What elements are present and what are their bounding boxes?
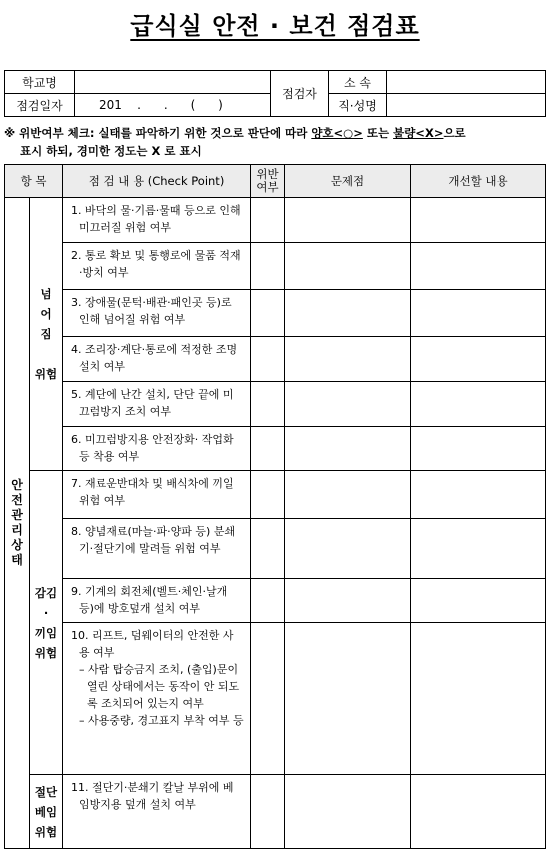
note-line-1: [4, 124, 546, 142]
school-label: 학교명: [5, 71, 75, 94]
school-field[interactable]: [75, 71, 271, 94]
group-cut-risk: 절단 베임 위험: [30, 775, 63, 849]
position-label: 직·성명: [329, 94, 387, 117]
improvement-cell-4[interactable]: [411, 337, 546, 382]
check-item-11: 11. 절단기·분쇄기 칼날 부위에 베임방지용 덮개 설치 여부: [63, 775, 251, 849]
improvement-cell-2[interactable]: [411, 243, 546, 290]
problem-cell-8[interactable]: [285, 519, 411, 579]
check-item-4: 4. 조리장·계단·통로에 적정한 조명 설치 여부: [63, 337, 251, 382]
header-problem: 문제점: [285, 165, 411, 198]
violation-cell-4[interactable]: [251, 337, 285, 382]
improvement-cell-10[interactable]: [411, 623, 546, 775]
improvement-cell-3[interactable]: [411, 290, 546, 337]
position-field[interactable]: [387, 94, 546, 117]
note-suffix: 으로: [443, 126, 466, 140]
note-or: 또는: [362, 126, 394, 140]
problem-cell-7[interactable]: [285, 471, 411, 519]
improvement-cell-11[interactable]: [411, 775, 546, 849]
check-item-9: 9. 기계의 회전체(벨트·체인·날개 등)에 방호덮개 설치 여부: [63, 579, 251, 623]
improvement-cell-9[interactable]: [411, 579, 546, 623]
good-mark: 양호<○>: [311, 126, 363, 140]
check-item-1: 1. 바닥의 물·기름·물때 등으로 인해 미끄러질 위험 여부: [63, 198, 251, 243]
affiliation-field[interactable]: [387, 71, 546, 94]
check-item-10-detail-2: – 사용중량, 경고표지 부착 여부 등: [79, 714, 244, 727]
violation-cell-9[interactable]: [251, 579, 285, 623]
problem-cell-6[interactable]: [285, 427, 411, 471]
problem-cell-2[interactable]: [285, 243, 411, 290]
check-item-8: 8. 양념재료(마늘·파·양파 등) 분쇄기·절단기에 말려들 위험 여부: [63, 519, 251, 579]
violation-cell-5[interactable]: [251, 382, 285, 427]
violation-cell-2[interactable]: [251, 243, 285, 290]
date-field[interactable]: 201 . . ( ): [75, 94, 271, 117]
checklist-table: [4, 164, 546, 849]
violation-cell-3[interactable]: [251, 290, 285, 337]
group-slip-risk: 넘 어 짐 위험: [30, 198, 63, 471]
violation-cell-10[interactable]: [251, 623, 285, 775]
page-title: 급식실 안전 · 보건 점검표: [130, 12, 420, 40]
header-violation: 위반 여부: [251, 165, 285, 198]
header-item: 항 목: [5, 165, 63, 198]
problem-cell-1[interactable]: [285, 198, 411, 243]
check-item-7: 7. 재료운반대차 및 배식차에 끼일 위험 여부: [63, 471, 251, 519]
improvement-cell-7[interactable]: [411, 471, 546, 519]
violation-cell-1[interactable]: [251, 198, 285, 243]
improvement-cell-1[interactable]: [411, 198, 546, 243]
problem-cell-3[interactable]: [285, 290, 411, 337]
violation-cell-7[interactable]: [251, 471, 285, 519]
title-wrap: [0, 6, 550, 41]
problem-cell-4[interactable]: [285, 337, 411, 382]
check-item-6: 6. 미끄럼방지용 안전장화· 작업화 등 착용 여부: [63, 427, 251, 471]
inspector-label: 점검자: [271, 71, 329, 117]
improvement-cell-8[interactable]: [411, 519, 546, 579]
header-improvement: 개선할 내용: [411, 165, 546, 198]
problem-cell-5[interactable]: [285, 382, 411, 427]
category-safety-management: 안 전 관 리 상 태: [5, 198, 30, 849]
check-item-10-detail-1: – 사람 탑승금지 조치, (출입)문이 열린 상태에서는 동작이 안 되도록 조치되어 있는지 여부: [79, 663, 240, 710]
check-item-3: 3. 장애물(문턱·배관·패인곳 등)로 인해 넘어질 위험 여부: [63, 290, 251, 337]
info-table: [4, 70, 546, 117]
improvement-cell-6[interactable]: [411, 427, 546, 471]
header-checkpoint: 점 검 내 용 (Check Point): [63, 165, 251, 198]
violation-cell-11[interactable]: [251, 775, 285, 849]
group-entanglement-risk: 감김 · 끼임 위험: [30, 471, 63, 775]
instruction-note: [4, 124, 546, 160]
bad-mark: 불량<X>: [393, 126, 444, 140]
problem-cell-9[interactable]: [285, 579, 411, 623]
check-item-5: 5. 계단에 난간 설치, 단단 끝에 미끄럼방지 조치 여부: [63, 382, 251, 427]
violation-cell-8[interactable]: [251, 519, 285, 579]
violation-cell-6[interactable]: [251, 427, 285, 471]
note-prefix: ※ 위반여부 체크: 실태를 파악하기 위한 것으로 판단에 따라: [4, 126, 312, 140]
improvement-cell-5[interactable]: [411, 382, 546, 427]
note-line-2: 표시 하되, 경미한 정도는 X 로 표시: [20, 144, 202, 158]
check-item-2: 2. 통로 확보 및 통행로에 물품 적재·방치 여부: [63, 243, 251, 290]
problem-cell-11[interactable]: [285, 775, 411, 849]
problem-cell-10[interactable]: [285, 623, 411, 775]
check-item-10: [63, 623, 251, 775]
date-label: 점검일자: [5, 94, 75, 117]
affiliation-label: 소 속: [329, 71, 387, 94]
check-item-10-title: 10. 리프트, 덤웨이터의 안전한 사용 여부: [71, 629, 234, 659]
